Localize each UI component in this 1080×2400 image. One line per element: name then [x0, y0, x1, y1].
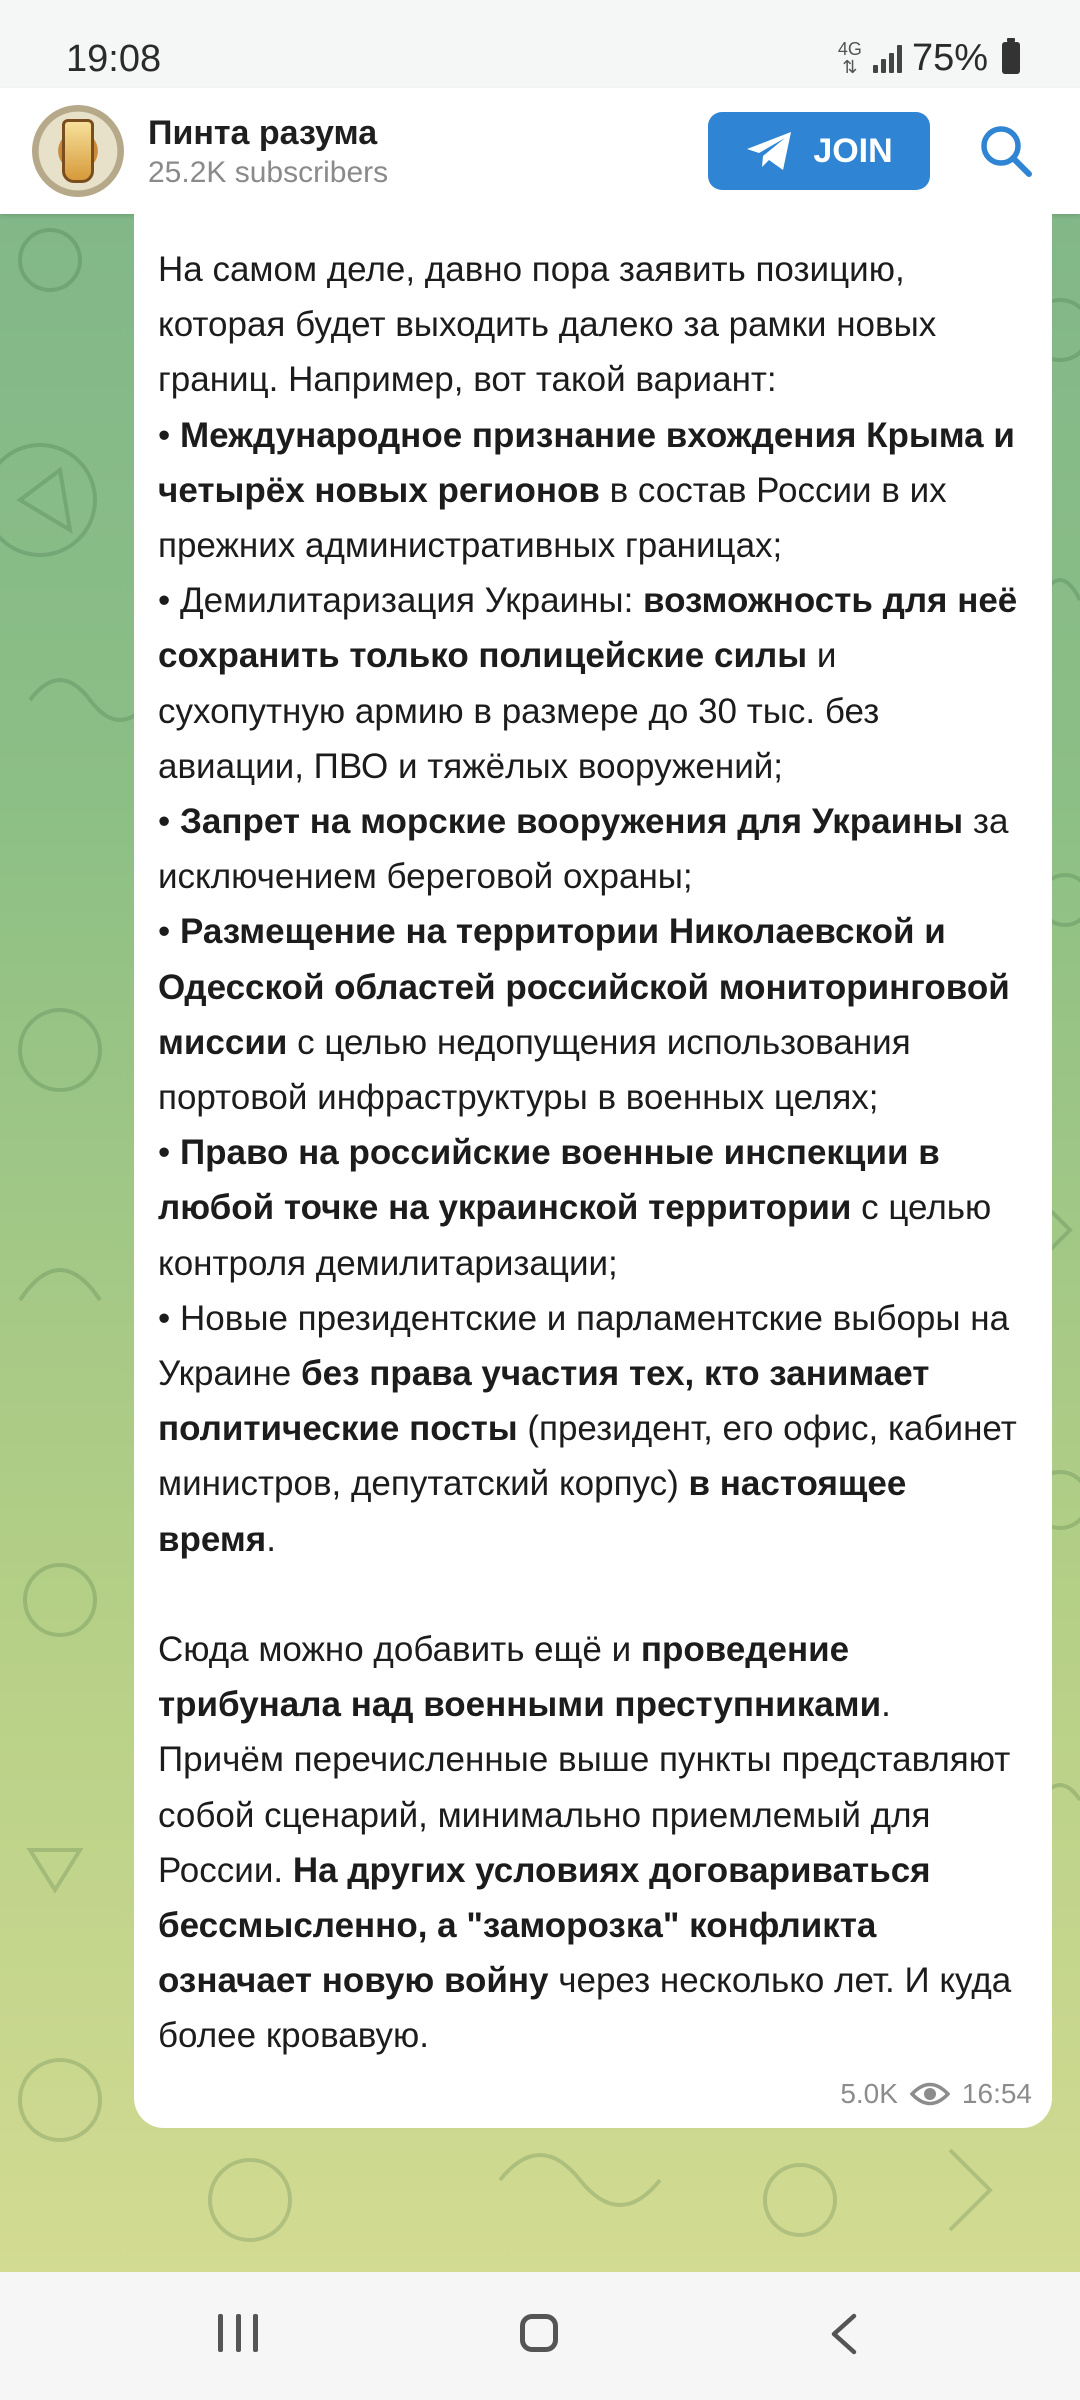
beer-glass-icon	[62, 119, 94, 183]
text-run: •	[158, 802, 180, 842]
back-icon[interactable]	[826, 2312, 862, 2356]
eye-icon	[910, 2081, 950, 2107]
telegram-plane-icon	[745, 130, 795, 172]
status-bar	[0, 0, 1080, 88]
channel-avatar[interactable]	[32, 105, 124, 197]
text-run: •	[158, 415, 180, 455]
channel-title[interactable]: Пинта разума	[148, 114, 378, 152]
message-paragraph	[158, 904, 1026, 1125]
battery-percent: 75%	[911, 36, 988, 79]
channel-header[interactable]	[0, 88, 1080, 214]
battery-icon	[1002, 42, 1020, 74]
bold-text: Право на российские военные инспекции в любой точке на украинской территории	[158, 1133, 940, 1228]
recent-apps-icon[interactable]	[218, 2314, 258, 2352]
message-paragraph	[158, 573, 1026, 794]
text-run: с целью недопущения использования портовой инфраструктуры в военных целях;	[158, 1022, 911, 1118]
bold-text: проведение трибунала над военными преступниками	[158, 1630, 882, 1725]
message-paragraph	[158, 1291, 1026, 1567]
message-time: 16:54	[961, 2078, 1032, 2109]
message-bubble[interactable]	[134, 200, 1052, 2128]
text-run: • Демилитаризация Украины:	[158, 581, 644, 621]
message-paragraph	[158, 1125, 1026, 1291]
view-count: 5.0K	[840, 2078, 898, 2109]
join-button[interactable]	[708, 112, 930, 190]
text-run: Сюда можно добавить ещё и	[158, 1630, 641, 1670]
text-run: (президент, его офис, кабинет министров, депутатский корпус)	[158, 1409, 1017, 1504]
text-run: и сухопутную армию в размере до 30 тыс. без авиации, ПВО и тяжёлых вооружений;	[158, 636, 880, 786]
text-run: На самом деле, давно пора заявить позицию, которая будет выходить далеко за рамки новых границ. Например, вот такой вариант:	[158, 250, 937, 400]
search-icon[interactable]	[978, 123, 1034, 179]
message-paragraph	[158, 408, 1026, 574]
message-text	[158, 242, 1026, 2064]
paragraph-gap	[158, 1567, 1026, 1622]
text-run: .	[266, 1519, 276, 1559]
text-run: . Причём перечисленные выше пункты представляют собой сценарий, минимально приемлемый для России.	[158, 1685, 1011, 1890]
data-arrows-icon: 4G ⇅	[837, 39, 862, 77]
bold-text: На других условиях договариваться бессмысленно, а "заморозка" конфликта означает новую войну	[158, 1850, 931, 2001]
text-run: •	[158, 912, 180, 952]
text-run: с целью контроля демилитаризации;	[158, 1188, 992, 1283]
bold-text: Запрет на морские вооружения для Украины	[179, 802, 964, 842]
text-run: в состав России в их прежних административных границах;	[158, 470, 947, 566]
status-icons	[837, 36, 1020, 80]
message-meta	[840, 2078, 1032, 2110]
message-paragraph	[158, 242, 1026, 408]
bold-text: Размещение на территории Николаевской и Одесской областей российской мониторинговой миссии	[158, 912, 1010, 1062]
message-paragraph	[158, 794, 1026, 904]
signal-icon	[873, 43, 902, 73]
subscriber-count: 25.2K subscribers	[148, 156, 389, 189]
network-type: 4G	[837, 39, 862, 59]
text-run: за исключением береговой охраны;	[158, 802, 1009, 897]
clock: 19:08	[66, 38, 162, 80]
join-label: JOIN	[813, 131, 893, 170]
text-run: •	[158, 1133, 180, 1173]
bold-text: в настоящее время	[158, 1464, 907, 1559]
bold-text: возможность для неё сохранить только полицейские силы	[158, 581, 1018, 676]
bold-text: без права участия тех, кто занимает политические посты	[158, 1354, 930, 1449]
text-run: • Новые президентские и парламентские выборы на Украине	[158, 1298, 1010, 1394]
home-icon[interactable]	[520, 2314, 558, 2352]
navigation-bar	[0, 2272, 1080, 2400]
text-run: через несколько лет. И куда более кровавую.	[158, 1961, 1012, 2056]
bold-text: Международное признание вхождения Крыма и четырёх новых регионов	[158, 415, 1015, 510]
message-paragraph	[158, 1622, 1026, 2064]
